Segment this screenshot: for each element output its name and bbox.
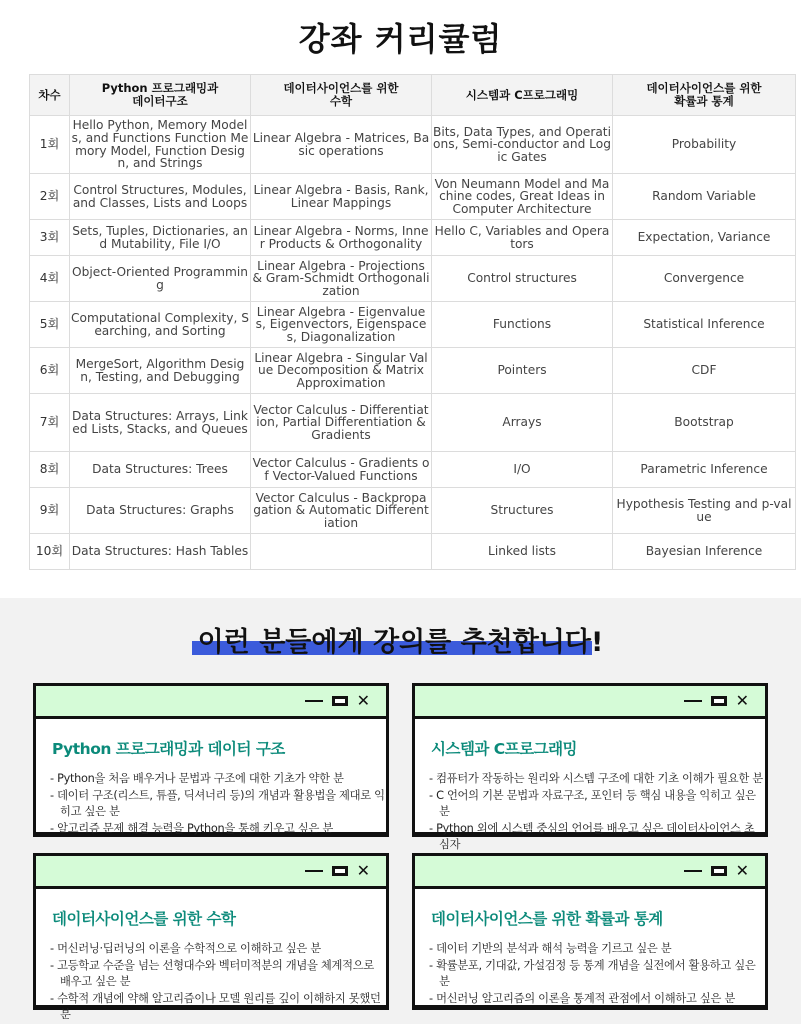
card-list — [429, 771, 765, 854]
list-item: - 데이터 기반의 분석과 해석 능력을 기르고 싶은 분 — [429, 942, 672, 955]
card-list — [50, 941, 386, 1024]
table-row — [30, 174, 796, 220]
table-cell: Vector Calculus - Backpropagation & Automatic Differentiation — [251, 488, 432, 534]
card-heading: 데이터사이언스를 위한 확률과 통계 — [431, 910, 663, 928]
card-list — [429, 941, 765, 1007]
table-cell: Random Variable — [613, 174, 796, 220]
minimize-icon — [305, 870, 323, 872]
list-item: - 데이터 구조(리스트, 튜플, 딕셔너리 등)의 개념과 활용법을 제대로 익히고 싶은 분 — [50, 788, 385, 818]
header-round: 차수 — [30, 75, 70, 116]
table-cell: Expectation, Variance — [613, 220, 796, 256]
minimize-icon — [684, 870, 702, 872]
table-row — [30, 220, 796, 256]
table-cell: Arrays — [432, 394, 613, 452]
window-controls — [684, 861, 749, 880]
table-cell: Probability — [613, 116, 796, 174]
table-cell: Linear Algebra - Projections & Gram-Schmidt Orthogonalization — [251, 256, 432, 302]
table-cell: Control Structures, Modules, and Classes, Lists and Loops — [70, 174, 251, 220]
table-cell: 2회 — [30, 174, 70, 220]
table-cell: Hello Python, Memory Models, and Functions Function Memory Model, Function Design, and Strings — [70, 116, 251, 174]
table-cell: Linear Algebra - Basis, Rank, Linear Mappings — [251, 174, 432, 220]
table-row — [30, 488, 796, 534]
table-cell: 8회 — [30, 452, 70, 488]
table-cell: Hypothesis Testing and p-value — [613, 488, 796, 534]
maximize-icon — [711, 696, 727, 706]
list-item: - C 언어의 기본 문법과 자료구조, 포인터 등 핵심 내용을 익히고 싶은 분 — [429, 788, 756, 818]
minimize-icon — [305, 700, 323, 702]
table-cell — [251, 534, 432, 570]
table-cell: Data Structures: Hash Tables — [70, 534, 251, 570]
close-icon: ✕ — [735, 861, 749, 880]
card-math — [33, 853, 389, 1021]
maximize-icon — [711, 866, 727, 876]
table-row — [30, 394, 796, 452]
table-cell: 3회 — [30, 220, 70, 256]
table-cell: 6회 — [30, 348, 70, 394]
header-stats: 데이터사이언스를 위한 확률과 통계 — [613, 75, 796, 116]
table-cell: CDF — [613, 348, 796, 394]
table-cell: Control structures — [432, 256, 613, 302]
list-item: - 수학적 개념에 약해 알고리즘이나 모델 원리를 깊이 이해하지 못했던 분 — [50, 991, 381, 1021]
header-math: 데이터사이언스를 위한 수학 — [251, 75, 432, 116]
table-cell: Computational Complexity, Searching, and Sorting — [70, 302, 251, 348]
table-cell: 5회 — [30, 302, 70, 348]
minimize-icon — [684, 700, 702, 702]
table-header-row — [30, 75, 796, 116]
card-titlebar — [415, 856, 765, 889]
table-cell: 9회 — [30, 488, 70, 534]
table-cell: 1회 — [30, 116, 70, 174]
window-controls — [305, 861, 370, 880]
table-cell: Linear Algebra - Eigenvalues, Eigenvectors, Eigenspaces, Diagonalization — [251, 302, 432, 348]
table-cell: 4회 — [30, 256, 70, 302]
card-titlebar — [36, 856, 386, 889]
table-cell: Vector Calculus - Gradients of Vector-Valued Functions — [251, 452, 432, 488]
card-stats — [412, 853, 768, 1008]
card-heading: 시스템과 C프로그래밍 — [431, 740, 578, 758]
card-heading: 데이터사이언스를 위한 수학 — [52, 910, 236, 928]
table-cell: Linked lists — [432, 534, 613, 570]
table-cell: Sets, Tuples, Dictionaries, and Mutability, File I/O — [70, 220, 251, 256]
list-item: - 알고리즘 문제 해결 능력을 Python을 통해 키우고 싶은 분 — [50, 821, 334, 835]
list-item: - 컴퓨터가 작동하는 원리와 시스템 구조에 대한 기초 이해가 필요한 분 — [429, 772, 763, 785]
card-python — [33, 683, 389, 835]
maximize-icon — [332, 696, 348, 706]
list-item: - 머신러닝 알고리즘의 이론을 통계적 관점에서 이해하고 싶은 분 — [429, 991, 736, 1005]
table-cell: Data Structures: Arrays, Linked Lists, Stacks, and Queues — [70, 394, 251, 452]
list-item: - 머신러닝·딥러닝의 이론을 수학적으로 이해하고 싶은 분 — [50, 942, 321, 955]
header-system-c: 시스템과 C프로그래밍 — [432, 75, 613, 116]
table-cell: Parametric Inference — [613, 452, 796, 488]
table-cell: Vector Calculus - Differentiation, Partial Differentiation & Gradients — [251, 394, 432, 452]
table-cell: Von Neumann Model and Machine codes, Great Ideas in Computer Architecture — [432, 174, 613, 220]
table-cell: Data Structures: Trees — [70, 452, 251, 488]
table-cell: Data Structures: Graphs — [70, 488, 251, 534]
table-cell: Structures — [432, 488, 613, 534]
table-cell: Object-Oriented Programming — [70, 256, 251, 302]
table-cell: MergeSort, Algorithm Design, Testing, and Debugging — [70, 348, 251, 394]
table-cell: Bootstrap — [613, 394, 796, 452]
table-cell: Linear Algebra - Matrices, Basic operations — [251, 116, 432, 174]
list-item: - Python 외에 시스템 중심의 언어를 배우고 싶은 데이터사이언스 초심자 — [429, 821, 755, 851]
window-controls — [305, 691, 370, 710]
table-cell: Hello C, Variables and Operators — [432, 220, 613, 256]
table-row — [30, 302, 796, 348]
table-cell: I/O — [432, 452, 613, 488]
page-title: 강좌 커리큘럼 — [298, 20, 503, 58]
card-list — [50, 771, 386, 837]
table-row — [30, 256, 796, 302]
table-cell: Bits, Data Types, and Operations, Semi-conductor and Logic Gates — [432, 116, 613, 174]
table-cell: Statistical Inference — [613, 302, 796, 348]
curriculum-table — [29, 74, 796, 570]
table-cell: Linear Algebra - Singular Value Decomposition & Matrix Approximation — [251, 348, 432, 394]
table-row — [30, 452, 796, 488]
table-cell: Bayesian Inference — [613, 534, 796, 570]
card-titlebar — [415, 686, 765, 719]
card-heading: Python 프로그래밍과 데이터 구조 — [52, 740, 285, 758]
table-row — [30, 348, 796, 394]
table-row — [30, 534, 796, 570]
table-cell: 10회 — [30, 534, 70, 570]
table-cell: Convergence — [613, 256, 796, 302]
close-icon: ✕ — [735, 691, 749, 710]
table-row — [30, 116, 796, 174]
list-item: - Python을 처음 배우거나 문법과 구조에 대한 기초가 약한 분 — [50, 772, 344, 785]
card-system-c — [412, 683, 768, 851]
close-icon: ✕ — [356, 861, 370, 880]
maximize-icon — [332, 866, 348, 876]
card-titlebar — [36, 686, 386, 719]
table-cell: 7회 — [30, 394, 70, 452]
window-controls — [684, 691, 749, 710]
table-cell: Pointers — [432, 348, 613, 394]
table-cell: Functions — [432, 302, 613, 348]
list-item: - 고등학교 수준을 넘는 선형대수와 벡터미적분의 개념을 체계적으로 배우고 싶은 분 — [50, 958, 374, 988]
header-python: Python 프로그래밍과 데이터구조 — [70, 75, 251, 116]
table-cell: Linear Algebra - Norms, Inner Products & Orthogonality — [251, 220, 432, 256]
list-item: - 확률분포, 기대값, 가설검정 등 통계 개념을 실전에서 활용하고 싶은 분 — [429, 958, 756, 988]
close-icon: ✕ — [356, 691, 370, 710]
recommend-title: 이런 분들에게 강의를 추천합니다! — [197, 627, 604, 658]
